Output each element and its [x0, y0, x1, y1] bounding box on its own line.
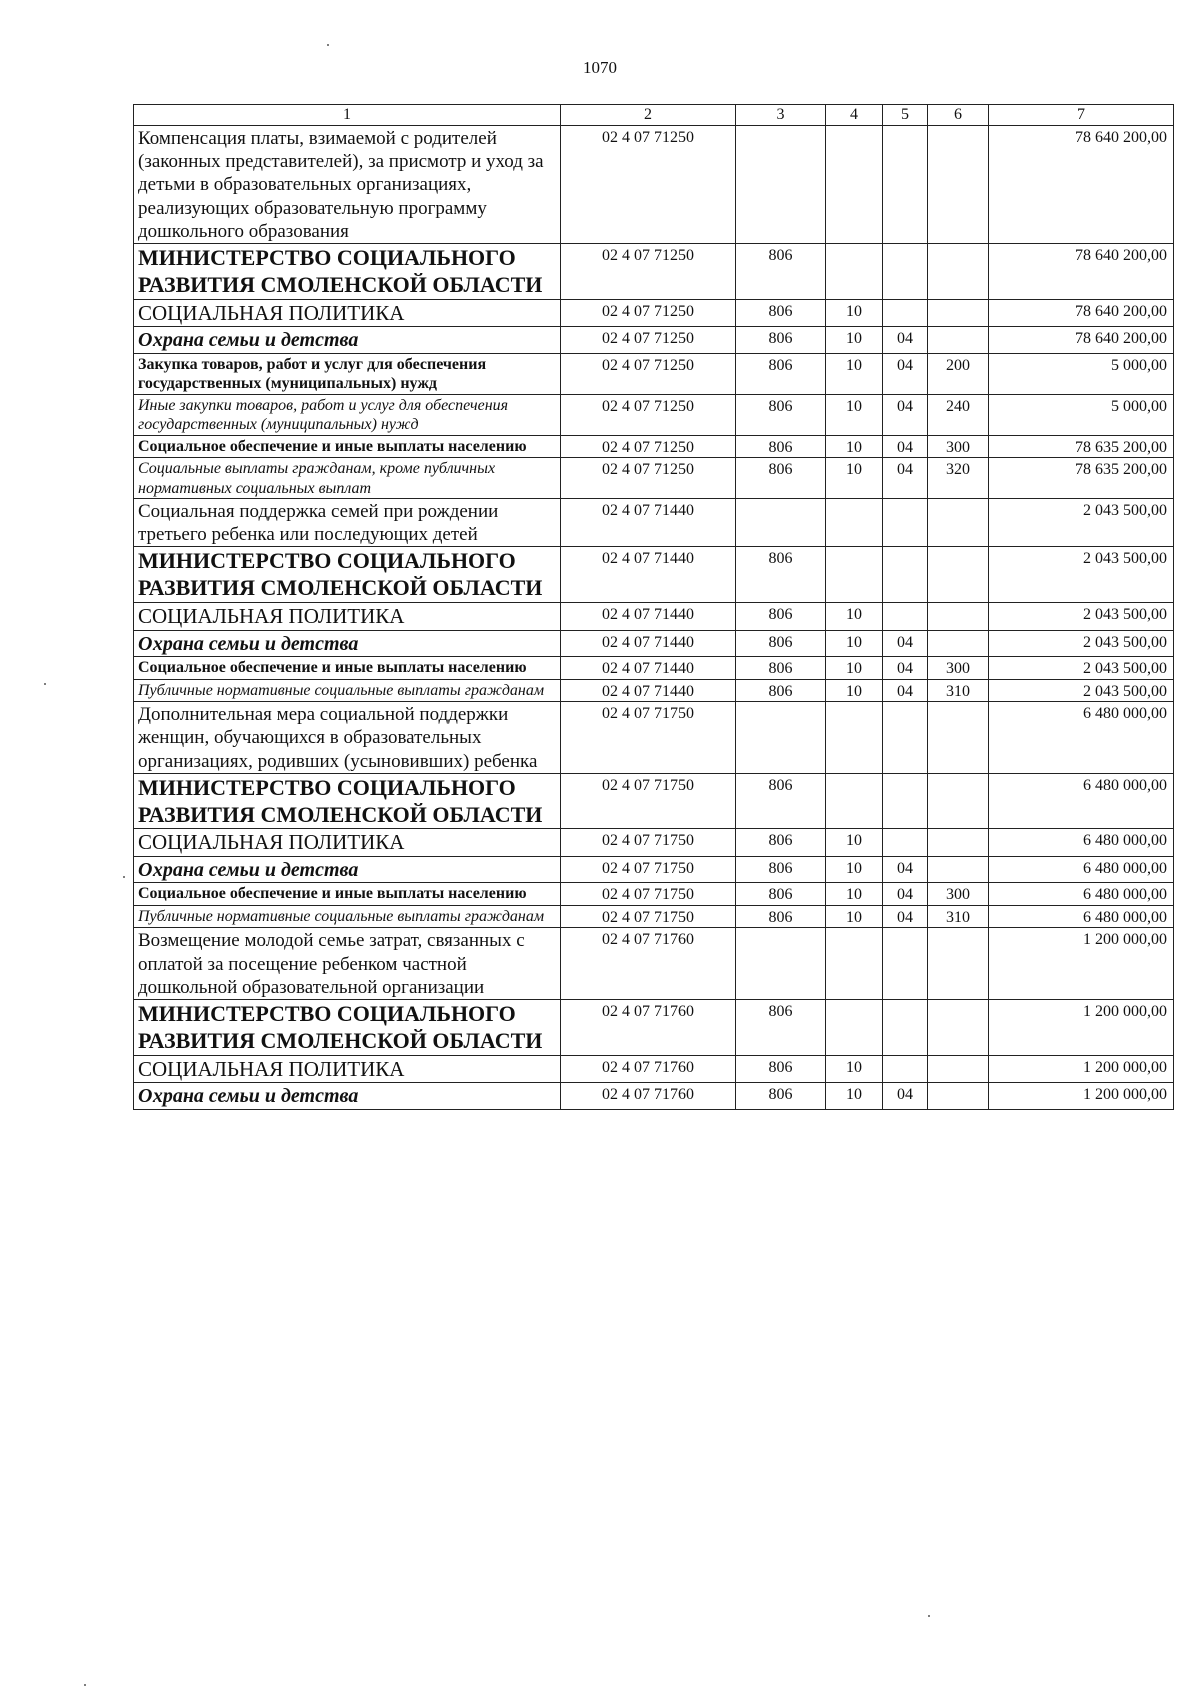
expense-type-code — [928, 1055, 989, 1083]
subsection-code — [883, 499, 928, 547]
amount: 6 480 000,00 — [989, 856, 1174, 882]
section-code: 10 — [826, 458, 883, 499]
ministry-code — [736, 126, 826, 244]
amount: 6 480 000,00 — [989, 773, 1174, 829]
subsection-name: Охрана семьи и детства — [134, 1083, 561, 1109]
expense-type-code — [928, 603, 989, 631]
ministry-code: 806 — [736, 547, 826, 603]
expense-type-code — [928, 547, 989, 603]
ministry-code: 806 — [736, 394, 826, 435]
table-row — [134, 883, 1174, 906]
expense-type-code: 300 — [928, 435, 989, 458]
subsection-code — [883, 999, 928, 1055]
target-article-code: 02 4 07 71250 — [561, 299, 736, 327]
target-article-code: 02 4 07 71250 — [561, 126, 736, 244]
target-article-code: 02 4 07 71750 — [561, 856, 736, 882]
table-row — [134, 327, 1174, 353]
ministry-code: 806 — [736, 458, 826, 499]
ministry-code: 806 — [736, 603, 826, 631]
amount: 2 043 500,00 — [989, 657, 1174, 680]
section-code: 10 — [826, 1083, 883, 1109]
group-name: Социальное обеспечение и иные выплаты населению — [134, 435, 561, 458]
target-article-code: 02 4 07 71760 — [561, 928, 736, 1000]
subsection-code — [883, 603, 928, 631]
table-row — [134, 702, 1174, 774]
expense-type-code — [928, 299, 989, 327]
section-code — [826, 243, 883, 299]
ministry-code — [736, 928, 826, 1000]
table-row — [134, 547, 1174, 603]
expense-type-code — [928, 499, 989, 547]
amount: 6 480 000,00 — [989, 829, 1174, 857]
ministry-code: 806 — [736, 243, 826, 299]
target-article-code: 02 4 07 71760 — [561, 1083, 736, 1109]
subgroup-name: Публичные нормативные социальные выплаты гражданам — [134, 905, 561, 928]
target-article-code: 02 4 07 71440 — [561, 630, 736, 656]
header-cell: 2 — [561, 105, 736, 126]
program-name: Дополнительная мера социальной поддержки женщин, обучающихся в образовательных организациях, родивших (усыновивших) ребенка — [134, 702, 561, 774]
ministry-code: 806 — [736, 883, 826, 906]
section-name: СОЦИАЛЬНАЯ ПОЛИТИКА — [134, 1055, 561, 1083]
section-code: 10 — [826, 299, 883, 327]
section-code: 10 — [826, 603, 883, 631]
table-row — [134, 299, 1174, 327]
amount: 2 043 500,00 — [989, 547, 1174, 603]
subsection-code: 04 — [883, 679, 928, 702]
ministry-code: 806 — [736, 999, 826, 1055]
section-code — [826, 126, 883, 244]
subsection-code — [883, 299, 928, 327]
table-row — [134, 905, 1174, 928]
ministry-name: МИНИСТЕРСТВО СОЦИАЛЬНОГО РАЗВИТИЯ СМОЛЕНСКОЙ ОБЛАСТИ — [134, 243, 561, 299]
target-article-code: 02 4 07 71250 — [561, 353, 736, 394]
scan-speck — [928, 1615, 930, 1617]
amount: 1 200 000,00 — [989, 999, 1174, 1055]
target-article-code: 02 4 07 71750 — [561, 883, 736, 906]
amount: 5 000,00 — [989, 353, 1174, 394]
ministry-code: 806 — [736, 327, 826, 353]
ministry-code: 806 — [736, 856, 826, 882]
amount: 78 640 200,00 — [989, 299, 1174, 327]
header-cell: 1 — [134, 105, 561, 126]
target-article-code: 02 4 07 71750 — [561, 773, 736, 829]
expense-type-code — [928, 773, 989, 829]
section-code: 10 — [826, 905, 883, 928]
expense-type-code: 240 — [928, 394, 989, 435]
target-article-code: 02 4 07 71250 — [561, 458, 736, 499]
amount: 1 200 000,00 — [989, 1083, 1174, 1109]
budget-table — [133, 104, 1174, 1110]
amount: 6 480 000,00 — [989, 905, 1174, 928]
section-code: 10 — [826, 327, 883, 353]
table-row — [134, 1083, 1174, 1109]
subsection-name: Охрана семьи и детства — [134, 630, 561, 656]
subgroup-name: Публичные нормативные социальные выплаты гражданам — [134, 679, 561, 702]
subsection-code: 04 — [883, 458, 928, 499]
target-article-code: 02 4 07 71760 — [561, 1055, 736, 1083]
header-cell: 3 — [736, 105, 826, 126]
table-row — [134, 856, 1174, 882]
page-number: 1070 — [583, 58, 617, 77]
target-article-code: 02 4 07 71750 — [561, 829, 736, 857]
subsection-code: 04 — [883, 435, 928, 458]
expense-type-code — [928, 327, 989, 353]
ministry-code: 806 — [736, 905, 826, 928]
target-article-code: 02 4 07 71440 — [561, 603, 736, 631]
scan-speck — [84, 1684, 86, 1686]
subsection-code: 04 — [883, 353, 928, 394]
target-article-code: 02 4 07 71250 — [561, 243, 736, 299]
ministry-name: МИНИСТЕРСТВО СОЦИАЛЬНОГО РАЗВИТИЯ СМОЛЕНСКОЙ ОБЛАСТИ — [134, 773, 561, 829]
ministry-code: 806 — [736, 1055, 826, 1083]
amount: 78 635 200,00 — [989, 458, 1174, 499]
subsection-code — [883, 928, 928, 1000]
ministry-code: 806 — [736, 630, 826, 656]
subsection-code: 04 — [883, 856, 928, 882]
section-code: 10 — [826, 856, 883, 882]
target-article-code: 02 4 07 71440 — [561, 547, 736, 603]
group-name: Социальное обеспечение и иные выплаты населению — [134, 657, 561, 680]
expense-type-code: 200 — [928, 353, 989, 394]
scan-speck — [44, 683, 46, 685]
section-code — [826, 999, 883, 1055]
subsection-code — [883, 829, 928, 857]
section-code: 10 — [826, 1055, 883, 1083]
section-code — [826, 499, 883, 547]
table-row — [134, 630, 1174, 656]
subsection-code: 04 — [883, 905, 928, 928]
program-name: Компенсация платы, взимаемой с родителей (законных представителей), за присмотр и уход за детьми в образовательных организациях, реализующих образовательную программу дошкольного образования — [134, 126, 561, 244]
table-row — [134, 243, 1174, 299]
expense-type-code — [928, 630, 989, 656]
section-code: 10 — [826, 679, 883, 702]
subsection-code: 04 — [883, 883, 928, 906]
program-name: Возмещение молодой семье затрат, связанных с оплатой за посещение ребенком частной дошкольной образовательной организации — [134, 928, 561, 1000]
table-row — [134, 126, 1174, 244]
section-name: СОЦИАЛЬНАЯ ПОЛИТИКА — [134, 829, 561, 857]
target-article-code: 02 4 07 71440 — [561, 679, 736, 702]
expense-type-code: 310 — [928, 905, 989, 928]
section-code — [826, 547, 883, 603]
table-row — [134, 657, 1174, 680]
subsection-code: 04 — [883, 657, 928, 680]
subsection-code — [883, 126, 928, 244]
section-code: 10 — [826, 630, 883, 656]
subsection-code: 04 — [883, 630, 928, 656]
section-code: 10 — [826, 883, 883, 906]
amount: 2 043 500,00 — [989, 630, 1174, 656]
amount: 6 480 000,00 — [989, 883, 1174, 906]
amount: 78 640 200,00 — [989, 126, 1174, 244]
target-article-code: 02 4 07 71250 — [561, 394, 736, 435]
subsection-code: 04 — [883, 327, 928, 353]
subsection-code — [883, 773, 928, 829]
subgroup-name: Социальные выплаты гражданам, кроме публичных нормативных социальных выплат — [134, 458, 561, 499]
section-code — [826, 773, 883, 829]
header-row — [134, 105, 1174, 126]
table-row — [134, 829, 1174, 857]
section-name: СОЦИАЛЬНАЯ ПОЛИТИКА — [134, 299, 561, 327]
ministry-code: 806 — [736, 657, 826, 680]
target-article-code: 02 4 07 71750 — [561, 905, 736, 928]
amount: 6 480 000,00 — [989, 702, 1174, 774]
expense-type-code — [928, 243, 989, 299]
ministry-code — [736, 499, 826, 547]
group-name: Закупка товаров, работ и услуг для обеспечения государственных (муниципальных) нужд — [134, 353, 561, 394]
section-code — [826, 928, 883, 1000]
section-code: 10 — [826, 353, 883, 394]
subsection-code — [883, 547, 928, 603]
subsection-code: 04 — [883, 394, 928, 435]
expense-type-code: 310 — [928, 679, 989, 702]
expense-type-code — [928, 702, 989, 774]
amount: 78 635 200,00 — [989, 435, 1174, 458]
subsection-code: 04 — [883, 1083, 928, 1109]
group-name: Социальное обеспечение и иные выплаты населению — [134, 883, 561, 906]
header-cell: 7 — [989, 105, 1174, 126]
target-article-code: 02 4 07 71440 — [561, 499, 736, 547]
ministry-code: 806 — [736, 299, 826, 327]
table-row — [134, 928, 1174, 1000]
section-code — [826, 702, 883, 774]
section-code: 10 — [826, 829, 883, 857]
expense-type-code — [928, 999, 989, 1055]
ministry-code — [736, 702, 826, 774]
table-row — [134, 458, 1174, 499]
ministry-code: 806 — [736, 829, 826, 857]
ministry-code: 806 — [736, 679, 826, 702]
expense-type-code: 300 — [928, 657, 989, 680]
section-name: СОЦИАЛЬНАЯ ПОЛИТИКА — [134, 603, 561, 631]
target-article-code: 02 4 07 71250 — [561, 327, 736, 353]
subsection-code — [883, 243, 928, 299]
amount: 1 200 000,00 — [989, 1055, 1174, 1083]
ministry-name: МИНИСТЕРСТВО СОЦИАЛЬНОГО РАЗВИТИЯ СМОЛЕНСКОЙ ОБЛАСТИ — [134, 999, 561, 1055]
target-article-code: 02 4 07 71250 — [561, 435, 736, 458]
table-row — [134, 394, 1174, 435]
subsection-code — [883, 1055, 928, 1083]
expense-type-code — [928, 126, 989, 244]
header-cell: 4 — [826, 105, 883, 126]
section-code: 10 — [826, 657, 883, 680]
expense-type-code: 320 — [928, 458, 989, 499]
subgroup-name: Иные закупки товаров, работ и услуг для обеспечения государственных (муниципальных) нужд — [134, 394, 561, 435]
table-row — [134, 1055, 1174, 1083]
expense-type-code — [928, 1083, 989, 1109]
table-row — [134, 499, 1174, 547]
amount: 78 640 200,00 — [989, 243, 1174, 299]
target-article-code: 02 4 07 71440 — [561, 657, 736, 680]
amount: 78 640 200,00 — [989, 327, 1174, 353]
header-cell: 5 — [883, 105, 928, 126]
subsection-name: Охрана семьи и детства — [134, 327, 561, 353]
table-row — [134, 603, 1174, 631]
table-row — [134, 679, 1174, 702]
subsection-name: Охрана семьи и детства — [134, 856, 561, 882]
amount: 2 043 500,00 — [989, 679, 1174, 702]
target-article-code: 02 4 07 71750 — [561, 702, 736, 774]
expense-type-code — [928, 856, 989, 882]
table-row — [134, 353, 1174, 394]
table-row — [134, 999, 1174, 1055]
ministry-name: МИНИСТЕРСТВО СОЦИАЛЬНОГО РАЗВИТИЯ СМОЛЕНСКОЙ ОБЛАСТИ — [134, 547, 561, 603]
table-row — [134, 435, 1174, 458]
ministry-code: 806 — [736, 353, 826, 394]
scan-speck — [327, 44, 329, 46]
section-code: 10 — [826, 435, 883, 458]
section-code: 10 — [826, 394, 883, 435]
ministry-code: 806 — [736, 1083, 826, 1109]
amount: 2 043 500,00 — [989, 603, 1174, 631]
table-row — [134, 773, 1174, 829]
amount: 1 200 000,00 — [989, 928, 1174, 1000]
header-cell: 6 — [928, 105, 989, 126]
ministry-code: 806 — [736, 435, 826, 458]
target-article-code: 02 4 07 71760 — [561, 999, 736, 1055]
expense-type-code — [928, 928, 989, 1000]
expense-type-code: 300 — [928, 883, 989, 906]
amount: 5 000,00 — [989, 394, 1174, 435]
scan-speck — [123, 876, 125, 878]
subsection-code — [883, 702, 928, 774]
amount: 2 043 500,00 — [989, 499, 1174, 547]
program-name: Социальная поддержка семей при рождении третьего ребенка или последующих детей — [134, 499, 561, 547]
expense-type-code — [928, 829, 989, 857]
ministry-code: 806 — [736, 773, 826, 829]
